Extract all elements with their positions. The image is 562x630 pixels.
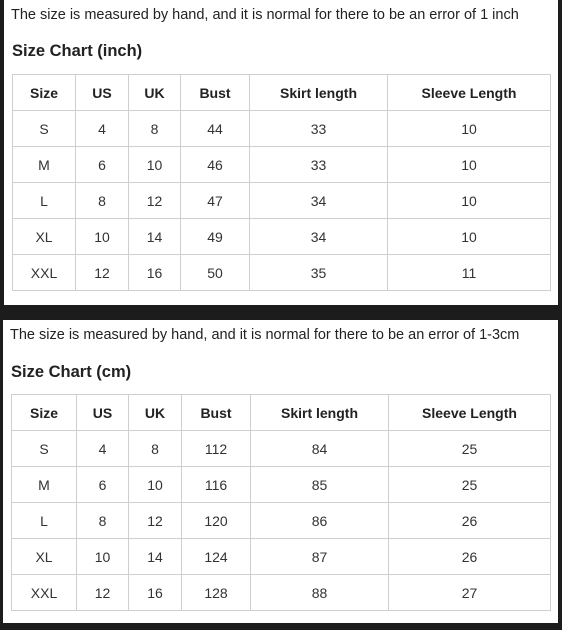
cell-size: L — [12, 503, 77, 539]
cell-sleeve-length: 26 — [389, 539, 551, 575]
table-row — [13, 219, 551, 255]
cell-skirt-length: 35 — [250, 255, 388, 291]
cell-size: XL — [12, 539, 77, 575]
cell-us: 10 — [77, 539, 129, 575]
cell-us: 8 — [77, 503, 129, 539]
cell-skirt-length: 34 — [250, 183, 388, 219]
cell-skirt-length: 33 — [250, 111, 388, 147]
cell-uk: 14 — [129, 219, 181, 255]
size-chart-table — [12, 74, 551, 291]
cell-sleeve-length: 25 — [389, 467, 551, 503]
column-header-uk: UK — [129, 395, 182, 431]
column-header-size: Size — [13, 75, 76, 111]
cell-bust: 47 — [181, 183, 250, 219]
cell-us: 12 — [76, 255, 129, 291]
cell-sleeve-length: 26 — [389, 503, 551, 539]
cell-bust: 46 — [181, 147, 250, 183]
cell-size: S — [13, 111, 76, 147]
cell-size: XXL — [13, 255, 76, 291]
cell-bust: 116 — [182, 467, 251, 503]
cell-size: XL — [13, 219, 76, 255]
table-row — [12, 539, 551, 575]
column-header-uk: UK — [129, 75, 181, 111]
cell-us: 8 — [76, 183, 129, 219]
cell-sleeve-length: 11 — [388, 255, 551, 291]
table-row — [12, 575, 551, 611]
cell-bust: 49 — [181, 219, 250, 255]
table-row — [13, 183, 551, 219]
cell-bust: 112 — [182, 431, 251, 467]
cell-us: 4 — [76, 111, 129, 147]
cell-skirt-length: 84 — [251, 431, 389, 467]
cell-sleeve-length: 25 — [389, 431, 551, 467]
size-chart-title: Size Chart (inch) — [12, 42, 143, 60]
cell-uk: 12 — [129, 503, 182, 539]
size-chart-inch-panel — [4, 0, 558, 305]
cell-uk: 8 — [129, 431, 182, 467]
cell-bust: 50 — [181, 255, 250, 291]
size-chart-title: Size Chart (cm) — [11, 363, 132, 381]
cell-us: 6 — [76, 147, 129, 183]
table-row — [12, 503, 551, 539]
size-chart-table — [11, 394, 551, 611]
column-header-skirt-length: Skirt length — [251, 395, 389, 431]
cell-size: XXL — [12, 575, 77, 611]
table-header-row — [12, 395, 551, 431]
cell-skirt-length: 88 — [251, 575, 389, 611]
column-header-sleeve-length: Sleeve Length — [388, 75, 551, 111]
cell-size: L — [13, 183, 76, 219]
table-row — [13, 255, 551, 291]
column-header-us: US — [77, 395, 129, 431]
cell-size: S — [12, 431, 77, 467]
cell-size: M — [12, 467, 77, 503]
cell-uk: 12 — [129, 183, 181, 219]
cell-uk: 16 — [129, 255, 181, 291]
column-header-us: US — [76, 75, 129, 111]
cell-uk: 10 — [129, 467, 182, 503]
cell-skirt-length: 85 — [251, 467, 389, 503]
column-header-skirt-length: Skirt length — [250, 75, 388, 111]
cell-uk: 10 — [129, 147, 181, 183]
cell-us: 12 — [77, 575, 129, 611]
column-header-size: Size — [12, 395, 77, 431]
cell-bust: 128 — [182, 575, 251, 611]
cell-skirt-length: 33 — [250, 147, 388, 183]
table-header-row — [13, 75, 551, 111]
cell-bust: 124 — [182, 539, 251, 575]
cell-bust: 120 — [182, 503, 251, 539]
cell-sleeve-length: 10 — [388, 219, 551, 255]
cell-uk: 14 — [129, 539, 182, 575]
column-header-bust: Bust — [181, 75, 250, 111]
table-row — [12, 467, 551, 503]
cell-us: 4 — [77, 431, 129, 467]
cell-bust: 44 — [181, 111, 250, 147]
table-row — [13, 111, 551, 147]
cell-skirt-length: 87 — [251, 539, 389, 575]
cell-sleeve-length: 10 — [388, 183, 551, 219]
cell-sleeve-length: 10 — [388, 147, 551, 183]
column-header-sleeve-length: Sleeve Length — [389, 395, 551, 431]
table-row — [13, 147, 551, 183]
cell-uk: 16 — [129, 575, 182, 611]
measurement-note: The size is measured by hand, and it is normal for there to be an error of 1-3cm — [10, 327, 520, 343]
cell-size: M — [13, 147, 76, 183]
cell-us: 10 — [76, 219, 129, 255]
size-chart-cm-panel — [3, 320, 558, 623]
cell-us: 6 — [77, 467, 129, 503]
cell-uk: 8 — [129, 111, 181, 147]
table-row — [12, 431, 551, 467]
column-header-bust: Bust — [182, 395, 251, 431]
cell-skirt-length: 34 — [250, 219, 388, 255]
cell-sleeve-length: 10 — [388, 111, 551, 147]
measurement-note: The size is measured by hand, and it is normal for there to be an error of 1 inch — [11, 7, 519, 23]
cell-sleeve-length: 27 — [389, 575, 551, 611]
cell-skirt-length: 86 — [251, 503, 389, 539]
